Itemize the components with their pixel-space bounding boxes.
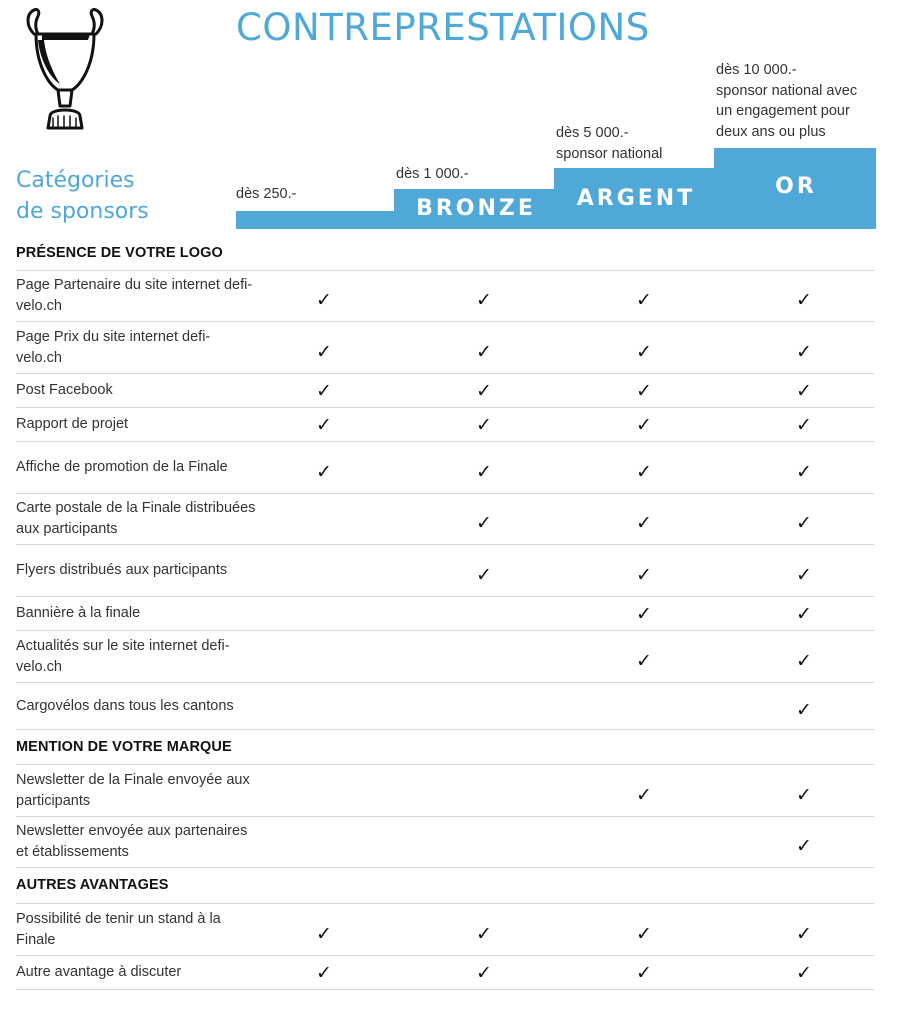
check-icon: ✓ bbox=[796, 379, 812, 402]
table-row bbox=[16, 442, 874, 494]
tier-desc-or bbox=[716, 60, 857, 142]
benefit-label: Carte postale de la Finale distribuées aux participants bbox=[16, 500, 256, 537]
check-icon: ✓ bbox=[796, 460, 812, 483]
tier-desc-line: deux ans ou plus bbox=[716, 123, 826, 140]
check-icon: ✓ bbox=[796, 961, 812, 984]
check-icon: ✓ bbox=[476, 413, 492, 436]
tier-desc-line: dès 10 000.- bbox=[716, 62, 797, 78]
check-icon: ✓ bbox=[796, 783, 812, 806]
check-icon: ✓ bbox=[636, 379, 652, 402]
tier-name-bronze: BRONZE bbox=[416, 196, 536, 221]
section-title: AUTRES AVANTAGES bbox=[16, 877, 169, 893]
check-icon: ✓ bbox=[796, 512, 812, 534]
tier-desc-line: dès 1 000.- bbox=[396, 166, 469, 182]
table-row bbox=[16, 322, 874, 374]
check-icon: ✓ bbox=[316, 413, 332, 436]
tier-desc-line: un engagement pour bbox=[716, 103, 850, 119]
benefit-label: Newsletter de la Finale envoyée aux participants bbox=[16, 771, 250, 809]
tier-desc-bronze bbox=[396, 164, 469, 185]
benefits-table bbox=[16, 236, 874, 990]
sponsor-categories-label-line2: de sponsors bbox=[16, 199, 149, 224]
tier-desc-argent bbox=[556, 123, 662, 164]
check-icon: ✓ bbox=[636, 922, 652, 945]
check-icon: ✓ bbox=[636, 340, 652, 363]
tier-name-or: OR bbox=[775, 174, 817, 199]
check-icon: ✓ bbox=[316, 460, 332, 483]
check-icon: ✓ bbox=[636, 512, 652, 534]
check-icon: ✓ bbox=[636, 563, 652, 586]
check-icon: ✓ bbox=[316, 961, 332, 984]
check-icon: ✓ bbox=[636, 649, 652, 672]
check-icon: ✓ bbox=[316, 340, 332, 363]
table-row bbox=[16, 817, 874, 868]
benefit-label: Actualités sur le site internet defi-velo.ch bbox=[16, 637, 230, 675]
check-icon: ✓ bbox=[476, 512, 492, 534]
trophy-icon bbox=[20, 4, 110, 138]
page-title: CONTREPRESTATIONS bbox=[236, 6, 650, 49]
table-row bbox=[16, 904, 874, 956]
table-row bbox=[16, 374, 874, 408]
benefit-label: Autre avantage à discuter bbox=[16, 964, 182, 980]
section-header bbox=[16, 730, 874, 765]
benefit-label: Cargovélos dans tous les cantons bbox=[16, 697, 234, 714]
benefit-label: Possibilité de tenir un stand à la Finale bbox=[16, 910, 221, 948]
tier-desc-line: dès 250.- bbox=[236, 186, 297, 202]
benefit-label: Bannière à la finale bbox=[16, 605, 141, 621]
check-icon: ✓ bbox=[796, 602, 812, 625]
benefit-label: Affiche de promotion de la Finale bbox=[16, 459, 228, 475]
check-icon: ✓ bbox=[796, 563, 812, 586]
table-row bbox=[16, 494, 874, 545]
check-icon: ✓ bbox=[316, 289, 332, 311]
tier-step-250 bbox=[236, 211, 396, 229]
table-row bbox=[16, 765, 874, 817]
check-icon: ✓ bbox=[636, 289, 652, 311]
check-icon: ✓ bbox=[796, 289, 812, 311]
check-icon: ✓ bbox=[636, 961, 652, 984]
table-row bbox=[16, 408, 874, 442]
check-icon: ✓ bbox=[476, 289, 492, 311]
check-icon: ✓ bbox=[796, 922, 812, 945]
check-icon: ✓ bbox=[476, 922, 492, 945]
section-header bbox=[16, 236, 874, 271]
section-title: PRÉSENCE DE VOTRE LOGO bbox=[16, 244, 223, 261]
check-icon: ✓ bbox=[796, 340, 812, 363]
benefit-label: Page Prix du site internet defi-velo.ch bbox=[16, 328, 211, 366]
table-row bbox=[16, 597, 874, 631]
sponsor-categories-label bbox=[16, 165, 216, 227]
tier-desc-250 bbox=[236, 184, 296, 205]
check-icon: ✓ bbox=[636, 413, 652, 436]
tier-desc-line: sponsor national avec bbox=[716, 82, 858, 99]
benefit-label: Page Partenaire du site internet defi-velo.ch bbox=[16, 277, 253, 314]
sponsor-categories-label-line1: Catégories bbox=[16, 168, 135, 193]
check-icon: ✓ bbox=[316, 379, 332, 402]
benefit-label: Rapport de projet bbox=[16, 416, 129, 432]
check-icon: ✓ bbox=[476, 340, 492, 363]
table-row bbox=[16, 683, 874, 730]
check-icon: ✓ bbox=[636, 783, 652, 806]
check-icon: ✓ bbox=[796, 413, 812, 436]
check-icon: ✓ bbox=[796, 835, 812, 857]
table-row bbox=[16, 271, 874, 322]
check-icon: ✓ bbox=[796, 649, 812, 672]
tier-name-argent: ARGENT bbox=[576, 186, 696, 211]
check-icon: ✓ bbox=[796, 698, 812, 721]
section-header bbox=[16, 868, 874, 904]
section-title: MENTION DE VOTRE MARQUE bbox=[16, 738, 232, 755]
check-icon: ✓ bbox=[476, 563, 492, 586]
benefit-label: Flyers distribués aux participants bbox=[16, 562, 228, 578]
table-row bbox=[16, 956, 874, 990]
check-icon: ✓ bbox=[636, 460, 652, 483]
check-icon: ✓ bbox=[316, 922, 332, 945]
check-icon: ✓ bbox=[476, 961, 492, 984]
table-row bbox=[16, 631, 874, 683]
benefit-label: Post Facebook bbox=[16, 382, 113, 398]
benefit-label: Newsletter envoyée aux partenaires et établissements bbox=[16, 823, 248, 860]
tier-desc-line: sponsor national bbox=[556, 145, 663, 162]
tier-desc-line: dès 5 000.- bbox=[556, 125, 629, 141]
check-icon: ✓ bbox=[476, 379, 492, 402]
check-icon: ✓ bbox=[636, 602, 652, 625]
check-icon: ✓ bbox=[476, 460, 492, 483]
table-row bbox=[16, 545, 874, 597]
